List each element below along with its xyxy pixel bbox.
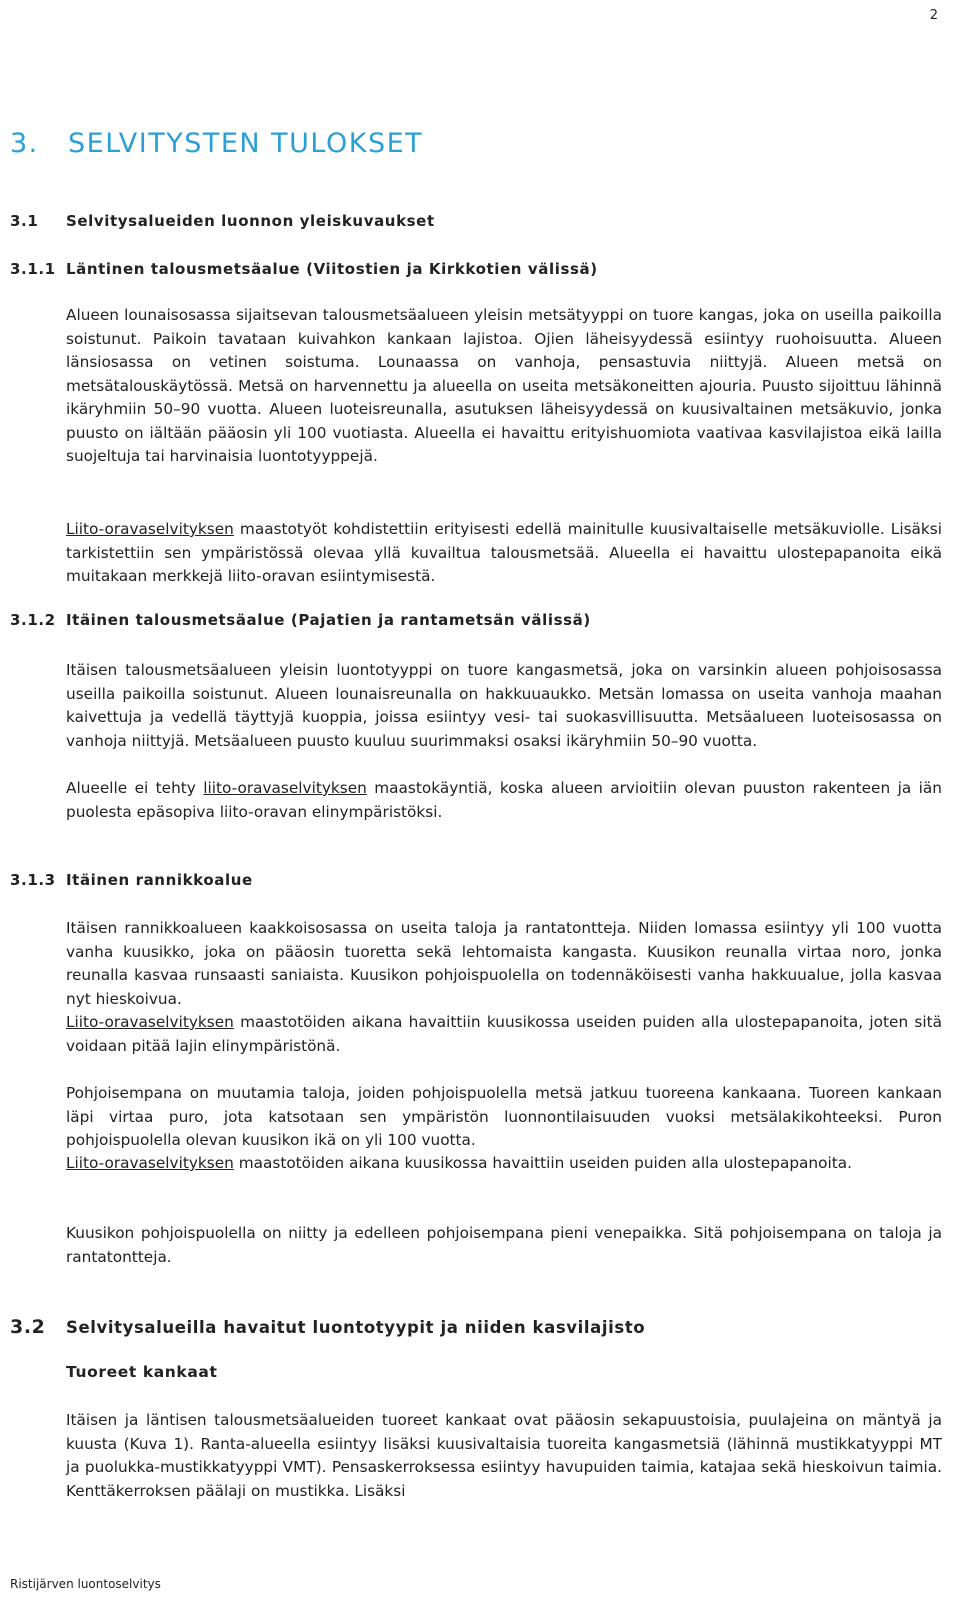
paragraph-text: Alueelle ei tehty [66,779,204,797]
subheading-tuoreet-kankaat: Tuoreet kankaat [66,1363,218,1381]
chapter-number: 3. [10,128,39,159]
paragraph-text: maastokäyntiä, koska alueen arvioitiin olevan puuston rakenteen ja iän puolesta epäsopiva liito-oravan elinympäristöksi. [66,779,942,821]
section-title: Itäinen talousmetsäalue (Pajatien ja rantametsän välissä) [66,611,591,629]
paragraph-3-1-3-d [66,1152,942,1176]
section-3-1-3-heading [10,871,253,889]
page-footer: Ristijärven luontoselvitys [10,1577,161,1591]
paragraph-3-2-a: Itäisen ja läntisen talousmetsäalueiden tuoreet kankaat ovat pääosin sekapuustoisia, puulajeina on mäntyä ja kuusta (Kuva 1). Ranta-alueella esiintyy lisäksi kuusivaltaisia tuoreita kangasmetsiä (lähinnä mustikkatyyppi MT ja puolukka-mustikkatyyppi VMT). Pensaskerroksessa esiintyy havupuiden taimia, katajaa sekä hieskoivun taimia. Kenttäkerroksen päälaji on mustikka. Lisäksi [66,1411,942,1500]
paragraph-text: maastotyöt kohdistettiin erityisesti edellä mainitulle kuusivaltaiselle metsäkuviolle. Lisäksi tarkistettiin sen ympäristössä olevaa yllä kuvailtua talousmetsää. Alueella ei havaittu ulostepapanoita eikä muitakaan merkkejä liito-oravan esiintymisestä. [66,520,942,585]
section-title: Selvitysalueiden luonnon yleiskuvaukset [66,212,435,230]
section-number: 3.1.2 [10,611,56,629]
paragraph-text: maastotöiden aikana kuusikossa havaittiin useiden puiden alla ulostepapanoita. [233,1154,852,1172]
paragraph-3-1-1-b [66,518,942,589]
chapter-title-text: SELVITYSTEN TULOKSET [68,128,424,159]
section-3-1-heading [10,212,435,230]
section-number: 3.1 [10,212,39,230]
liito-orava-link[interactable]: Liito-oravaselvityksen [66,1013,234,1031]
liito-orava-link[interactable]: Liito-oravaselvityksen [66,1154,234,1172]
paragraph-3-1-3-e: Kuusikon pohjoispuolella on niitty ja edelleen pohjoisempana pieni venepaikka. Sitä pohjoisempana on taloja ja rantatontteja. [66,1224,942,1266]
paragraph-3-1-3-c: Pohjoisempana on muutamia taloja, joiden pohjoispuolella metsä jatkuu tuoreena kankaana. Tuoreen kankaan läpi virtaa puro, jota katsotaan sen ympäristön luonnontilaisuuden vuoksi metsälakikohteeksi. Puron pohjoispuolella olevan kuusikon ikä on yli 100 vuotta. [66,1084,942,1149]
paragraph-3-1-1-a: Alueen lounaisosassa sijaitsevan talousmetsäalueen yleisin metsätyyppi on tuore kangas, joka on useilla paikoilla soistunut. Paikoin tavataan kuivahkon kankaan lajistoa. Ojien läheisyydessä esiintyy ruohoisuutta. Alueen länsiosassa on vetinen soistuma. Lounaassa on vanhoja, pensastuvia niittyjä. Alueen metsä on metsätalouskäytössä. Metsä on harvennettu ja alueella on useita metsäkoneitten ajouria. Puusto sijoittuu lähinnä ikäryhmiin 50–90 vuotta. Alueen luoteisreunalla, asutuksen läheisyydessä on kuusivaltainen metsäkuvio, jonka puusto on iältään pääosin yli 100 vuotiasta. Alueella ei havaittu erityishuomiota vaativaa kasvilajistoa eikä lailla suojeltuja tai harvinaisia luontotyyppejä. [66,306,942,465]
paragraph-3-1-3-b [66,1011,942,1058]
section-number: 3.2 [10,1316,46,1338]
section-number: 3.1.3 [10,871,56,889]
section-title: Läntinen talousmetsäalue (Viitostien ja Kirkkotien välissä) [66,260,598,278]
section-3-2-heading [10,1316,645,1338]
section-3-1-2-heading [10,611,591,629]
section-number: 3.1.1 [10,260,56,278]
chapter-title [10,128,423,159]
section-title: Itäinen rannikkoalue [66,871,253,889]
paragraph-text: maastotöiden aikana havaittiin kuusikossa useiden puiden alla ulostepapanoita, joten sitä voidaan pitää lajin elinympäristönä. [66,1013,942,1055]
section-title: Selvitysalueilla havaitut luontotyypit ja niiden kasvilajisto [66,1318,646,1337]
page-number: 2 [929,8,938,23]
paragraph-3-1-2-a: Itäisen talousmetsäalueen yleisin luontotyyppi on tuore kangasmetsä, joka on varsinkin alueen pohjoisosassa useilla paikoilla soistunut. Alueen lounaisreunalla on hakkuuaukko. Metsän lomassa on useita vanhoja maahan kaivettuja ja vedellä täyttyjä kuoppia, joissa esiintyy vesi- tai suokasvillisuutta. Metsäalueen luoteisosassa on vanhoja niittyjä. Metsäalueen puusto kuuluu suurimmaksi osaksi ikäryhmiin 50–90 vuotta. [66,661,942,750]
paragraph-3-1-3-a: Itäisen rannikkoalueen kaakkoisosassa on useita taloja ja rantatontteja. Niiden lomassa esiintyy yli 100 vuotta vanha kuusikko, joka on pääosin tuoretta sekä lehtomaista kangasta. Kuusikon reunalla virtaa noro, jonka reunalla kasvaa runsaasti saniaista. Kuusikon pohjoispuolella on todennäköisesti vanha hakkuualue, jolla kasvaa nyt hieskoivua. [66,919,942,1008]
liito-orava-link[interactable]: Liito-oravaselvityksen [66,520,234,538]
paragraph-3-1-2-b [66,777,942,824]
section-3-1-1-heading [10,260,598,278]
liito-orava-link[interactable]: liito-oravaselvityksen [203,779,367,797]
